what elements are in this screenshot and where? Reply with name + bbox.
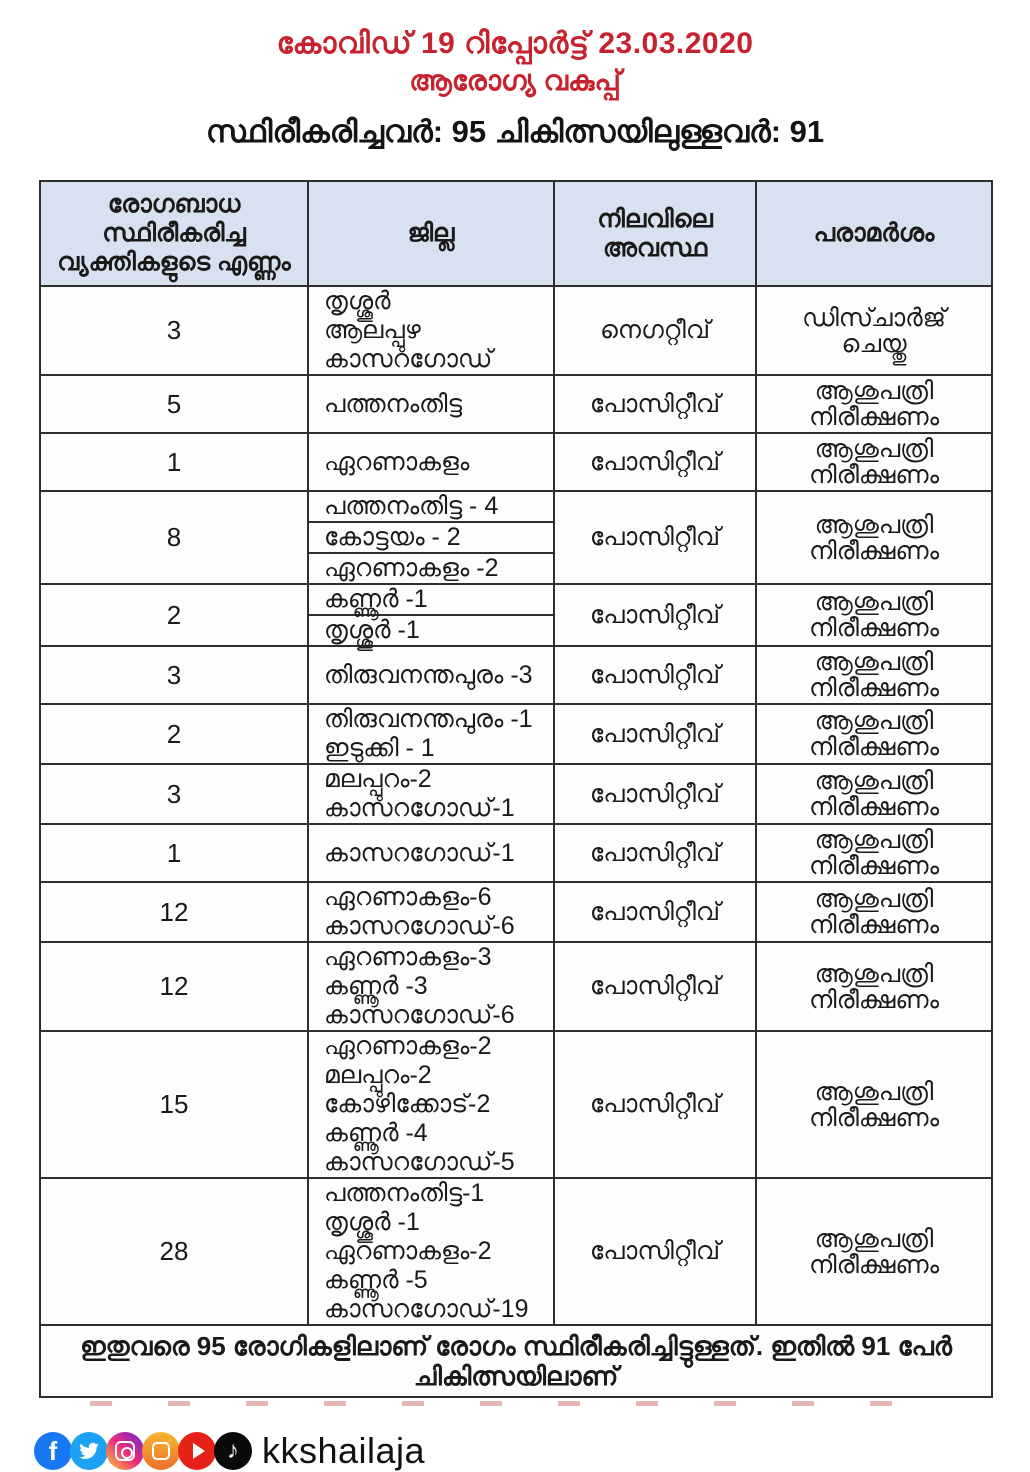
status-cell: പോസിറ്റീവ്: [554, 375, 756, 433]
district-entry: കണ്ണൂർ -1: [324, 585, 428, 613]
remarks-cell: ആശുപത്രി നിരീക്ഷണം: [756, 491, 992, 584]
district-cell: [308, 704, 554, 764]
district-entry: കാസറഗോഡ്-1: [324, 838, 515, 867]
district-entry: മലപ്പുറം-2: [324, 1061, 432, 1089]
district-entry: പത്തനംതിട്ട: [324, 389, 463, 418]
column-header-count: രോഗബാധ സ്ഥിരീകരിച്ച വ്യക്തികളുടെ എണ്ണം: [40, 181, 308, 286]
district-cell: [308, 942, 554, 1031]
district-entry: ഏറണാകളം-2: [324, 1237, 492, 1265]
district-entry: ഏറണാകളം-3: [324, 943, 492, 971]
district-entry: കോട്ടയം - 2: [309, 521, 553, 552]
district-cell: [308, 1031, 554, 1178]
twitter-icon[interactable]: [70, 1432, 108, 1470]
district-entry: കണ്ണൂർ -4: [324, 1119, 428, 1147]
case-count: 3: [40, 286, 308, 375]
district-entry: ഏറണാകളം-6: [324, 883, 492, 911]
status-cell: പോസിറ്റീവ്: [554, 491, 756, 584]
district-cell: [308, 646, 554, 704]
district-entry: ഇടുക്കി - 1: [324, 734, 435, 762]
column-header-status: നിലവിലെ അവസ്ഥ: [554, 181, 756, 286]
remarks-cell: ആശുപത്രി നിരീക്ഷണം: [756, 882, 992, 942]
district-cell: [308, 491, 554, 584]
department-subtitle: ആരോഗ്യ വകുപ്പ്: [409, 65, 621, 96]
covid-report-table: [39, 180, 993, 1398]
case-count: 12: [40, 942, 308, 1031]
page-title: കോവിഡ് 19 റിപ്പോർട്ട് 23.03.2020: [276, 27, 754, 60]
status-cell: പോസിറ്റീവ്: [554, 764, 756, 824]
tiktok-icon[interactable]: ♪: [214, 1432, 252, 1470]
case-count: 12: [40, 882, 308, 942]
instagram-icon[interactable]: [106, 1432, 144, 1470]
remarks-cell: ഡിസ്ചാർജ് ചെയ്തു: [756, 286, 992, 375]
remarks-cell: ആശുപത്രി നിരീക്ഷണം: [756, 942, 992, 1031]
district-entry: കോഴിക്കോട്-2: [324, 1090, 491, 1118]
facebook-icon[interactable]: f: [34, 1432, 72, 1470]
status-cell: നെഗറ്റീവ്: [554, 286, 756, 375]
table-row: [40, 584, 992, 646]
status-cell: പോസിറ്റീവ്: [554, 584, 756, 646]
table-row: [40, 824, 992, 882]
remarks-cell: ആശുപത്രി നിരീക്ഷണം: [756, 1178, 992, 1325]
district-entry: കാസറഗോഡ്-6: [324, 912, 515, 940]
district-cell: [308, 375, 554, 433]
table-row: [40, 942, 992, 1031]
status-cell: പോസിറ്റീവ്: [554, 704, 756, 764]
district-entry: കണ്ണൂർ -3: [324, 972, 428, 1000]
confirmed-treatment-stats: സ്ഥിരീകരിച്ചവർ: 95 ചികിത്സയിലുള്ളവർ: 91: [205, 114, 825, 149]
district-entry: കാസറഗോഡ്: [324, 345, 493, 373]
district-entry: ഏറണാകളം-2: [324, 1032, 492, 1060]
district-entry: കണ്ണൂർ -5: [324, 1266, 428, 1294]
case-count: 28: [40, 1178, 308, 1325]
case-count: 5: [40, 375, 308, 433]
district-entry: തിരുവനന്തപുരം -1: [324, 705, 533, 733]
case-count: 1: [40, 433, 308, 491]
table-row: [40, 882, 992, 942]
district-entry: ആലപ്പുഴ: [324, 316, 421, 344]
sharechat-icon[interactable]: [142, 1432, 180, 1470]
table-row: [40, 704, 992, 764]
case-count: 15: [40, 1031, 308, 1178]
status-cell: പോസിറ്റീവ്: [554, 824, 756, 882]
social-bar: [34, 1430, 1030, 1472]
district-entry: കാസറഗോഡ്-5: [324, 1148, 515, 1176]
status-cell: പോസിറ്റീവ്: [554, 646, 756, 704]
column-header-district: ജില്ല: [308, 181, 554, 286]
district-entry: ഏറണാകളം: [324, 447, 470, 476]
remarks-cell: ആശുപത്രി നിരീക്ഷണം: [756, 764, 992, 824]
district-entry: കാസറഗോഡ്-1: [324, 794, 515, 822]
status-cell: പോസിറ്റീവ്: [554, 882, 756, 942]
district-entry: പത്തനംതിട്ട-1: [324, 1179, 485, 1207]
cropped-text-artifact: [90, 1401, 910, 1406]
case-count: 1: [40, 824, 308, 882]
district-entry: തൃശ്ശൂർ -1: [324, 1208, 420, 1236]
table-body: [40, 286, 992, 1325]
district-entry: കാസറഗോഡ്-6: [324, 1001, 515, 1029]
table-row: [40, 491, 992, 584]
district-cell: [308, 764, 554, 824]
case-count: 3: [40, 646, 308, 704]
district-entry: പത്തനംതിട്ട - 4: [324, 492, 499, 520]
table-header: [40, 181, 992, 286]
table-row: [40, 1178, 992, 1325]
status-cell: പോസിറ്റീവ്: [554, 1178, 756, 1325]
remarks-cell: ആശുപത്രി നിരീക്ഷണം: [756, 584, 992, 646]
social-handle: kkshailaja: [262, 1430, 426, 1471]
table-row: [40, 764, 992, 824]
remarks-cell: ആശുപത്രി നിരീക്ഷണം: [756, 824, 992, 882]
district-entry: തിരുവനന്തപുരം -3: [324, 660, 533, 689]
district-entry: കാസറഗോഡ്-19: [324, 1295, 529, 1323]
case-count: 2: [40, 704, 308, 764]
status-cell: പോസിറ്റീവ്: [554, 433, 756, 491]
summary-line: ഇതുവരെ 95 രോഗികളിലാണ് രോഗം സ്ഥിരീകരിച്ചിട്ടുള്ളത്. ഇതിൽ 91 പേർ ചികിത്സയിലാണ്: [40, 1325, 992, 1397]
table-row: [40, 1031, 992, 1178]
table-row: [40, 646, 992, 704]
table-footer: [40, 1325, 992, 1397]
district-cell: [308, 286, 554, 375]
remarks-cell: ആശുപത്രി നിരീക്ഷണം: [756, 375, 992, 433]
case-count: 3: [40, 764, 308, 824]
district-cell: [308, 824, 554, 882]
status-cell: പോസിറ്റീവ്: [554, 942, 756, 1031]
remarks-cell: ആശുപത്രി നിരീക്ഷണം: [756, 704, 992, 764]
table-row: [40, 375, 992, 433]
remarks-cell: ആശുപത്രി നിരീക്ഷണം: [756, 433, 992, 491]
status-cell: പോസിറ്റീവ്: [554, 1031, 756, 1178]
district-entry: മലപ്പുറം-2: [324, 765, 432, 793]
youtube-icon[interactable]: [178, 1432, 216, 1470]
district-entry: തൃശ്ശൂർ: [324, 287, 391, 315]
district-cell: [308, 882, 554, 942]
case-count: 8: [40, 491, 308, 584]
case-count: 2: [40, 584, 308, 646]
district-cell: [308, 433, 554, 491]
remarks-cell: ആശുപത്രി നിരീക്ഷണം: [756, 1031, 992, 1178]
district-cell: [308, 1178, 554, 1325]
district-entry: തൃശ്ശൂർ -1: [309, 614, 553, 645]
table-row: [40, 433, 992, 491]
table-row: [40, 286, 992, 375]
district-cell: [308, 584, 554, 646]
district-entry: ഏറണാകളം -2: [309, 552, 553, 583]
column-header-remarks: പരാമർശം: [756, 181, 992, 286]
remarks-cell: ആശുപത്രി നിരീക്ഷണം: [756, 646, 992, 704]
